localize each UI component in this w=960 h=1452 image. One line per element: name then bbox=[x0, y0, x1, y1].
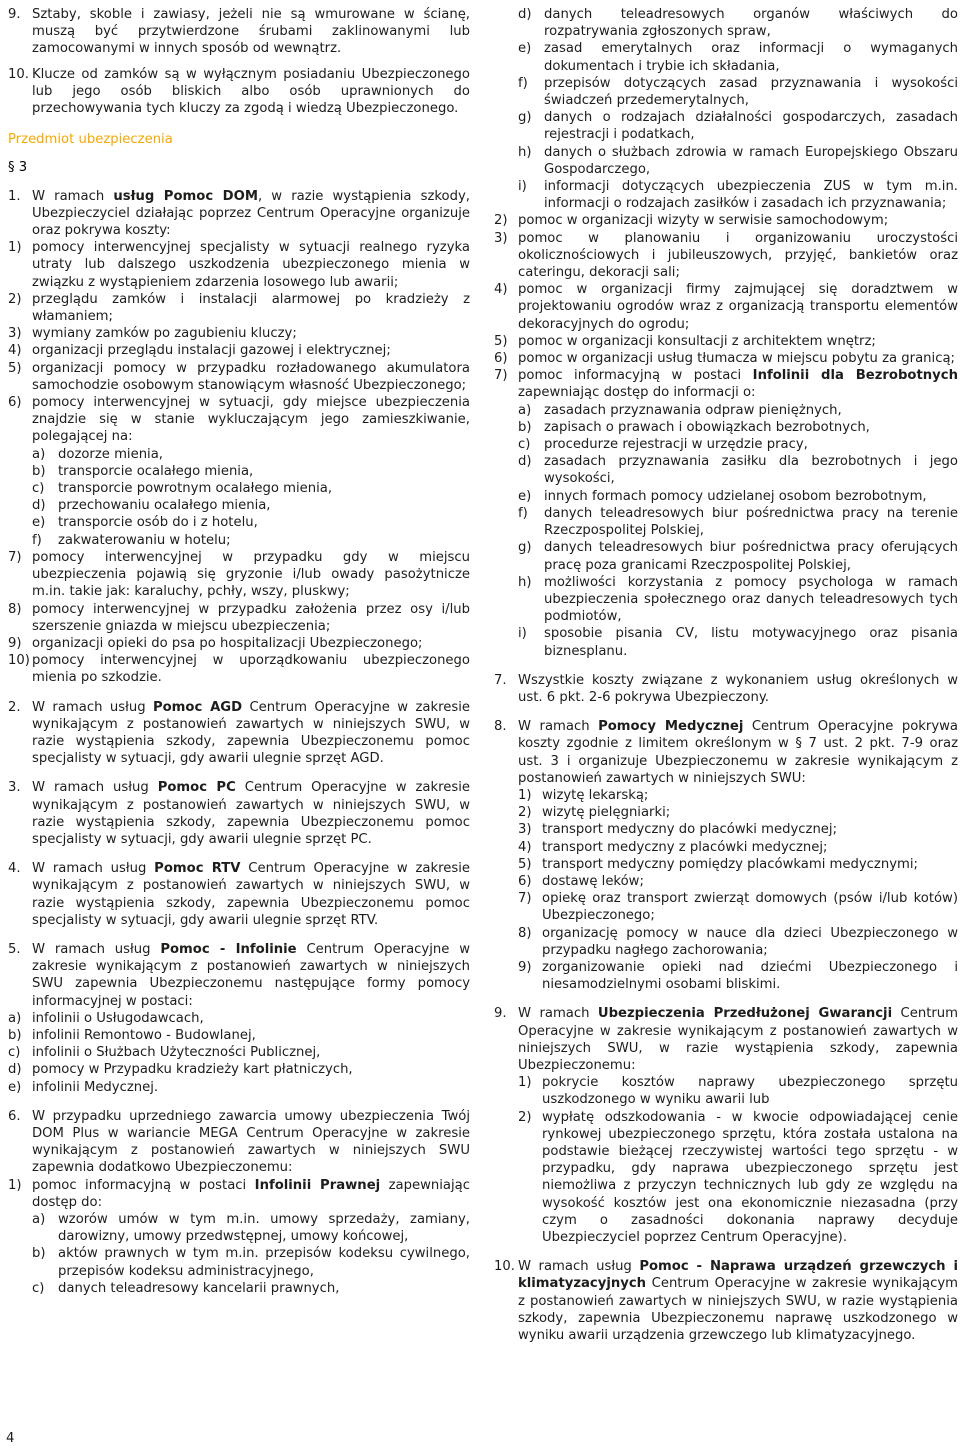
list-item bbox=[518, 144, 958, 178]
list-item bbox=[8, 1079, 470, 1096]
list-item bbox=[518, 787, 958, 804]
list-text: transporcie powrotnym ocalałego mienia, bbox=[58, 481, 333, 497]
list-number: 5) bbox=[8, 360, 22, 376]
list-text: zorganizowanie opieki nad dziećmi Ubezpieczonego i niesamodzielnymi osobami bliskimi. bbox=[542, 959, 958, 993]
list-number: f) bbox=[32, 532, 42, 548]
list-text: zasad emerytalnych oraz informacji o wymaganych dokumentach i trybie ich składania, bbox=[544, 41, 958, 74]
left-column bbox=[8, 6, 470, 1297]
paragraph-1 bbox=[8, 188, 470, 240]
list-number: 2) bbox=[494, 213, 508, 229]
paragraph-number: 1. bbox=[8, 188, 21, 204]
list-item bbox=[8, 342, 470, 359]
list-number: 4) bbox=[518, 839, 532, 855]
list-text: wizytę pielęgniarki; bbox=[542, 805, 671, 821]
list-item bbox=[494, 230, 958, 282]
paragraph-text: W ramach Pomocy Medycznej Centrum Operacyjne pokrywa koszty zgodnie z limitem określonym w § 7 ust. 2 pkt. 7-9 oraz ust. 3 i organizuje Ubezpieczonemu w zakresie wynikającym z postanowień zawartych w niniejszych SWU: bbox=[518, 719, 959, 786]
list-number: i) bbox=[518, 626, 527, 642]
list-text: infolinii Medycznej. bbox=[32, 1079, 159, 1095]
list-text: wizytę lekarską; bbox=[542, 787, 649, 803]
paragraph-7 bbox=[494, 672, 958, 706]
list-number: f) bbox=[518, 505, 528, 521]
list-number: 9) bbox=[518, 959, 532, 975]
paragraph-number: 4. bbox=[8, 861, 21, 877]
list-item bbox=[8, 360, 470, 394]
list-text: infolinii Remontowo - Budowlanej, bbox=[32, 1027, 256, 1043]
list-item bbox=[518, 821, 958, 838]
list-text: zapisach o prawach i obowiązkach bezrobotnych, bbox=[544, 419, 870, 435]
list-item bbox=[518, 539, 958, 573]
list-item bbox=[32, 446, 470, 463]
list-item bbox=[518, 804, 958, 821]
list-item bbox=[8, 635, 470, 652]
list-text: informacji dotyczących ubezpieczenia ZUS w tym m.in. informacji o rodzajach zasiłków i zasadach ich przyznawania; bbox=[544, 179, 958, 212]
paragraph-text: W przypadku uprzedniego zawarcia umowy ubezpieczenia Twój DOM Plus w wariancie MEGA Centrum Operacyjne w zakresie wynikającym z postanowień zawartych w niniejszych SWU zapewnia dodatkowo Ubezpieczonemu: bbox=[32, 1108, 470, 1176]
paragraph-text: Wszystkie koszty związane z wykonaniem usług określonych w ust. 6 pkt. 2-6 pokrywa Ubezpieczony. bbox=[518, 672, 958, 705]
section-title: Przedmiot ubezpieczenia bbox=[8, 132, 173, 148]
list-text: wypłatę odszkodowania - w kwocie odpowiadającej cenie rynkowej ubezpieczonego sprzętu, która została ustalona na podstawie bieżącej rzeczywistej wartości tego sprzętu - w przypadku, gdy naprawa ubezpieczonego sprzętu jest niemożliwa z przyczyn technicznych lub gdy ze względu na wysokość kosztów jest ona ekonomicznie niezasadna (przy czym o zasadności dokonania naprawy decyduje Ubezpieczyciel poprzez Centrum Operacyjne). bbox=[542, 1109, 958, 1246]
list-item bbox=[518, 574, 958, 626]
list-text: organizacji pomocy w przypadku rozładowanego akumulatora samochodzie osobowym stanowiącym własność Ubezpieczonego; bbox=[32, 360, 470, 393]
list-text: pomoc w planowaniu i organizowaniu uroczystości okolicznościowych i jubileuszowych, przyjęć, bankietów oraz cateringu, dekoracji sali; bbox=[518, 230, 958, 281]
list-number: b) bbox=[518, 419, 532, 435]
list-text: transport medyczny do placówki medycznej; bbox=[542, 822, 838, 838]
paragraph-number: 3. bbox=[8, 780, 21, 796]
list-number: 1) bbox=[518, 1075, 532, 1091]
list-number: d) bbox=[518, 454, 532, 470]
list-item bbox=[32, 463, 470, 480]
list-text: wzorów umów w tym m.in. umowy sprzedaży, zamiany, darowizny, umowy przedwstępnej, umowy końcowej, bbox=[58, 1212, 470, 1245]
paragraph-number: 8. bbox=[494, 719, 507, 735]
list-text: danych teleadresowych biur pośrednictwa pracy na terenie Rzeczpospolitej Polskiej, bbox=[544, 505, 958, 539]
list-text: organizacji przeglądu instalacji gazowej i elektrycznej; bbox=[32, 343, 391, 359]
list-number: b) bbox=[32, 463, 46, 479]
clause-10 bbox=[8, 66, 470, 118]
list-number: 9) bbox=[8, 635, 22, 651]
list-number: a) bbox=[518, 402, 532, 418]
list-text: danych teleadresowy kancelarii prawnych, bbox=[58, 1280, 340, 1296]
list-number: a) bbox=[8, 1010, 22, 1026]
list-item bbox=[32, 497, 470, 514]
list-item bbox=[32, 480, 470, 497]
paragraph-text: W ramach Ubezpieczenia Przedłużonej Gwarancji Centrum Operacyjne w zakresie wynikającym z postanowień zawartych w niniejszych SWU, w razie wystąpienia szkody, zapewnia Ubezpieczonemu: bbox=[518, 1006, 958, 1073]
list-text: transporcie osób do i z hotelu, bbox=[58, 515, 258, 531]
list-text: transporcie ocalałego mienia, bbox=[58, 463, 254, 479]
list-text: danych teleadresowych organów właściwych do rozpatrywania zgłoszonych spraw, bbox=[544, 7, 958, 40]
paragraph-number: 7. bbox=[494, 672, 507, 688]
list-number: 2) bbox=[518, 1109, 532, 1125]
list-text: pomoc informacyjną w postaci Infolinii dla Bezrobotnych zapewniając dostęp do informacji o: bbox=[518, 368, 958, 401]
list-number: 4) bbox=[494, 282, 508, 298]
list-item bbox=[32, 532, 470, 549]
list-text: dozorze mienia, bbox=[58, 446, 163, 462]
list-number: e) bbox=[32, 515, 46, 531]
list-number: 2) bbox=[8, 291, 22, 307]
list-number: 10) bbox=[8, 653, 30, 669]
list-text: pomoc w organizacji konsultacji z architektem wnętrz; bbox=[518, 333, 876, 349]
paragraph-6 bbox=[8, 1108, 470, 1177]
list-item bbox=[518, 856, 958, 873]
list-text: dostawę leków; bbox=[542, 873, 644, 889]
list-text: procedurze rejestracji w urzędzie pracy, bbox=[544, 437, 808, 453]
list-item bbox=[32, 1280, 470, 1297]
list-number: a) bbox=[32, 446, 46, 462]
list-item bbox=[518, 40, 958, 74]
list-item bbox=[8, 1010, 470, 1027]
list-item bbox=[518, 959, 958, 993]
paragraph-number: 5. bbox=[8, 941, 21, 957]
list-text: sposobie pisania CV, listu motywacyjnego oraz pisania biznesplanu. bbox=[544, 626, 958, 659]
list-number: b) bbox=[32, 1246, 46, 1262]
list-text: pomoc w organizacji usług tłumacza w miejscu pobytu za granicą; bbox=[518, 351, 955, 367]
list-text: pomocy interwencyjnej w sytuacji, gdy miejsce ubezpieczenia znajdzie się w stanie wykluczającym jego zamieszkiwanie, polegającej na: bbox=[32, 395, 470, 445]
list-item bbox=[518, 109, 958, 143]
list-text: infolinii o Służbach Użyteczności Publicznej, bbox=[32, 1045, 321, 1061]
list-item bbox=[8, 1044, 470, 1061]
list-item bbox=[8, 239, 470, 291]
list-number: 4) bbox=[8, 343, 22, 359]
list-number: 3) bbox=[518, 822, 532, 838]
list-text: danych o rodzajach działalności gospodarczych, zasadach rejestracji i podatkach, bbox=[544, 110, 958, 143]
paragraph-text: W ramach usług Pomoc - Infolinie Centrum Operacyjne w zakresie wynikającym z postanowień zawartych w niniejszych SWU zapewnia Ubezpieczonemu następujące formy pomocy informacyjnej w postaci: bbox=[32, 941, 470, 1009]
list-number: b) bbox=[8, 1027, 22, 1043]
list-text: innych formach pomocy udzielanej osobom bezrobotnym, bbox=[544, 488, 927, 504]
paragraph-10 bbox=[494, 1258, 958, 1344]
list-number: d) bbox=[518, 7, 532, 22]
list-text: przeglądu zamków i instalacji alarmowej po kradzieży z włamaniem; bbox=[32, 291, 470, 325]
list-number: g) bbox=[518, 110, 532, 126]
list-item bbox=[518, 402, 958, 419]
list-number: d) bbox=[8, 1062, 22, 1078]
paragraph-3 bbox=[8, 779, 470, 848]
list-number: e) bbox=[8, 1079, 22, 1095]
list-item bbox=[518, 6, 958, 40]
list-item bbox=[518, 436, 958, 453]
paragraph-2 bbox=[8, 699, 470, 768]
list-item bbox=[518, 75, 958, 109]
paragraph-number: 9. bbox=[494, 1006, 507, 1022]
list-number: e) bbox=[518, 41, 532, 57]
list-text: pomocy interwencyjnej w przypadku założenia przez osy i/lub szerszenie gniazda w miejscu ubezpieczenia; bbox=[32, 601, 470, 634]
list-item bbox=[494, 281, 958, 333]
list-item bbox=[518, 178, 958, 212]
list-item bbox=[494, 367, 958, 401]
list-number: c) bbox=[32, 481, 45, 497]
clause-number: 9. bbox=[8, 7, 21, 22]
paragraph-number: 6. bbox=[8, 1108, 21, 1124]
list-item bbox=[8, 1027, 470, 1044]
list-number: 6) bbox=[8, 395, 22, 411]
section-symbol: § 3 bbox=[8, 160, 28, 176]
list-number: 2) bbox=[518, 805, 532, 821]
list-text: zakwaterowaniu w hotelu; bbox=[58, 532, 231, 548]
list-text: możliwości korzystania z pomocy psychologa w ramach ubezpieczenia społecznego oraz danych teleadresowych tych podmiotów, bbox=[544, 574, 958, 625]
right-column bbox=[494, 6, 958, 1344]
list-number: f) bbox=[518, 75, 528, 91]
list-item bbox=[494, 350, 958, 367]
list-text: przechowaniu ocalałego mienia, bbox=[58, 498, 271, 514]
list-item bbox=[518, 1074, 958, 1108]
list-text: pomoc w organizacji wizyty w serwisie samochodowym; bbox=[518, 213, 889, 229]
list-text: przepisów dotyczących zasad przyznawania i wysokości świadczeń przedemerytalnych, bbox=[544, 75, 958, 109]
list-number: e) bbox=[518, 488, 532, 504]
list-number: 1) bbox=[8, 240, 22, 256]
paragraph-number: 2. bbox=[8, 699, 21, 715]
list-text: pokrycie kosztów naprawy ubezpieczonego sprzętu uszkodzonego w wyniku awarii lub bbox=[542, 1075, 958, 1108]
list-number: 7) bbox=[8, 549, 22, 565]
list-number: 3) bbox=[494, 230, 508, 246]
list-number: 5) bbox=[518, 856, 532, 872]
list-item bbox=[494, 212, 958, 229]
paragraph-text: W ramach usług Pomoc - Naprawa urządzeń grzewczych i klimatyzacyjnych Centrum Operacyjne w zakresie wynikającym z postanowień zawartych w niniejszych SWU, w razie wystąpienia szkody, zapewnia Ubezpieczonemu naprawę uszkodzonego w wyniku awarii urządzenia grzewczego lub klimatyzacyjnego. bbox=[518, 1259, 958, 1344]
list-number: c) bbox=[32, 1280, 45, 1296]
clause-text: Sztaby, skoble i zawiasy, jeżeli nie są wmurowane w ścianę, muszą być przytwierdzone śrubami zaklinowanymi lub zamocowanymi w innych sposób od wewnątrz. bbox=[32, 7, 470, 57]
list-item bbox=[518, 488, 958, 505]
paragraph-5 bbox=[8, 941, 470, 1010]
page-number: 4 bbox=[6, 1431, 15, 1446]
list-text: organizację pomocy w nauce dla dzieci Ubezpieczonego w przypadku nagłego zachorowania; bbox=[542, 925, 958, 958]
list-number: 7) bbox=[518, 891, 532, 907]
list-number: 8) bbox=[518, 925, 532, 941]
list-item bbox=[8, 652, 470, 686]
list-item bbox=[8, 1177, 470, 1211]
clause-9 bbox=[8, 6, 470, 58]
list-item bbox=[518, 625, 958, 659]
paragraph-text: W ramach usług Pomoc AGD Centrum Operacyjne w zakresie wynikającym z postanowień zawartych w niniejszych SWU, w razie wystąpienia szkody, zapewnia Ubezpieczonemu pomoc specjalisty w sytuacji, gdy awarii ulegnie sprzęt AGD. bbox=[32, 699, 470, 767]
paragraph-9 bbox=[494, 1005, 958, 1074]
list-text: pomocy interwencyjnej specjalisty w sytuacji realnego ryzyka utraty lub dalszego uszkodzenia ubezpieczonego mienia w związku z wystąpieniem zdarzenia losowego lub awarii; bbox=[32, 240, 470, 290]
list-text: aktów prawnych w tym m.in. przepisów kodeksu cywilnego, przepisów kodeksu administracyjnego, bbox=[58, 1246, 470, 1279]
list-text: danych o służbach zdrowia w ramach Europejskiego Obszaru Gospodarczego, bbox=[544, 144, 958, 177]
list-number: 3) bbox=[8, 326, 22, 342]
list-text: organizacji opieki do psa po hospitalizacji Ubezpieczonego; bbox=[32, 635, 423, 651]
list-item bbox=[518, 890, 958, 924]
list-item bbox=[494, 333, 958, 350]
list-item bbox=[518, 925, 958, 959]
list-number: c) bbox=[8, 1045, 21, 1061]
clause-text: Klucze od zamków są w wyłącznym posiadaniu Ubezpieczonego lub jego osób bliskich albo osób uprawnionych do przechowywania tych kluczy za zgodą i wiedzą Ubezpieczonego. bbox=[32, 66, 470, 117]
list-text: danych teleadresowych biur pośrednictwa pracy oferujących pracę poza granicami Rzeczpospolitej Polskiej, bbox=[544, 540, 958, 573]
clause-number: 10. bbox=[8, 66, 29, 82]
paragraph-text: W ramach usług Pomoc PC Centrum Operacyjne w zakresie wynikającym z postanowień zawartych w niniejszych SWU, w razie wystąpienia szkody, zapewnia Ubezpieczonemu pomoc specjalisty w sytuacji, gdy awarii ulegnie sprzęt PC. bbox=[32, 780, 470, 847]
list-number: i) bbox=[518, 179, 527, 195]
list-text: transport medyczny pomiędzy placówkami medycznymi; bbox=[542, 856, 918, 872]
paragraph-8 bbox=[494, 718, 958, 787]
list-number: 6) bbox=[494, 351, 508, 367]
list-text: zasadach przyznawania zasiłku dla bezrobotnych i jego wysokości, bbox=[544, 454, 958, 487]
list-item bbox=[518, 419, 958, 436]
paragraph-text: W ramach usług Pomoc DOM, w razie wystąpienia szkody, Ubezpieczyciel działając poprzez Centrum Operacyjne organizuje oraz pokrywa koszty: bbox=[32, 188, 470, 239]
list-number: 7) bbox=[494, 368, 508, 384]
list-item bbox=[8, 1061, 470, 1078]
list-number: c) bbox=[518, 437, 531, 453]
list-item bbox=[8, 394, 470, 446]
list-text: pomoc w organizacji firmy zajmującej się doradztwem w projektowaniu ogrodów wraz z organizacją transportu elementów dekoracyjnych do ogrodu; bbox=[518, 282, 958, 332]
list-number: h) bbox=[518, 574, 532, 590]
paragraph-number: 10. bbox=[494, 1259, 515, 1275]
paragraph-4 bbox=[8, 860, 470, 929]
list-text: infolinii o Usługodawcach, bbox=[32, 1010, 204, 1026]
list-text: pomoc informacyjną w postaci Infolinii Prawnej zapewniając dostęp do: bbox=[32, 1177, 470, 1210]
list-number: d) bbox=[32, 498, 46, 514]
list-item bbox=[8, 325, 470, 342]
paragraph-text: W ramach usług Pomoc RTV Centrum Operacyjne w zakresie wynikającym z postanowień zawartych w niniejszych SWU, w razie wystąpienia szkody, zapewnia Ubezpieczonemu pomoc specjalisty w sytuacji, gdy awarii ulegnie sprzęt RTV. bbox=[32, 861, 471, 928]
list-item bbox=[32, 1245, 470, 1279]
list-text: wymiany zamków po zagubieniu kluczy; bbox=[32, 326, 297, 342]
list-item bbox=[518, 1109, 958, 1247]
list-number: a) bbox=[32, 1212, 46, 1227]
list-item bbox=[518, 873, 958, 890]
list-number: 1) bbox=[518, 787, 532, 803]
list-item bbox=[518, 453, 958, 487]
list-text: transport medyczny z placówki medycznej; bbox=[542, 839, 828, 855]
list-number: 5) bbox=[494, 333, 508, 349]
list-item bbox=[8, 601, 470, 635]
list-number: g) bbox=[518, 540, 532, 556]
list-number: 6) bbox=[518, 873, 532, 889]
list-item bbox=[518, 839, 958, 856]
list-item bbox=[518, 505, 958, 539]
list-item bbox=[32, 514, 470, 531]
list-text: opiekę oraz transport zwierząt domowych (psów i/lub kotów) Ubezpieczonego; bbox=[542, 891, 958, 924]
list-item bbox=[8, 291, 470, 325]
list-number: h) bbox=[518, 144, 532, 160]
list-text: zasadach przyznawania odpraw pieniężnych, bbox=[544, 402, 842, 418]
list-item bbox=[32, 1211, 470, 1245]
list-number: 1) bbox=[8, 1177, 22, 1193]
list-text: pomocy interwencyjnej w przypadku gdy w miejscu ubezpieczenia pojawią się gryzonie i/lub owady pasożytnicze m.in. takie jak: karaluchy, pchły, wszy, pluskwy; bbox=[32, 549, 470, 600]
list-text: pomocy w Przypadku kradzieży kart płatniczych, bbox=[32, 1062, 353, 1078]
list-item bbox=[8, 549, 470, 601]
list-text: pomocy interwencyjnej w uporządkowaniu ubezpieczonego mienia po szkodzie. bbox=[32, 653, 470, 686]
list-number: 8) bbox=[8, 601, 22, 617]
